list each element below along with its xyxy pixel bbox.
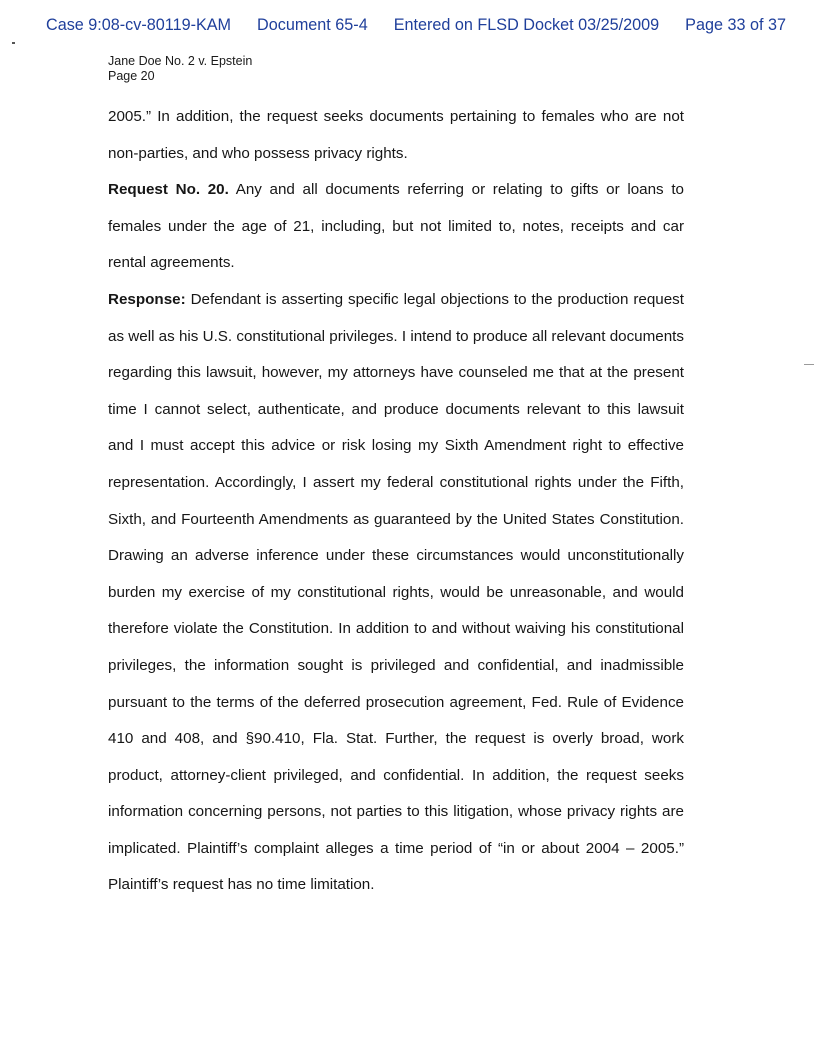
scan-speck [12, 42, 15, 44]
document-body [108, 99, 684, 904]
case-caption: Jane Doe No. 2 v. Epstein [108, 54, 253, 68]
response-paragraph [108, 282, 684, 904]
margin-mark [804, 364, 814, 365]
response-label: Response: [108, 290, 186, 308]
response-text: Defendant is asserting specific legal objections to the production request as well as his U.S. constitutional privileges. I intend to produce all relevant documents regarding this lawsuit, however, my attorneys have counseled me that at the present time I cannot select, authenticate, and produce documents relevant to this lawsuit and I must accept this advice or risk losing my Sixth Amendment right to effective representation. Accordingly, I assert my federal constitutional rights under the Fifth, Sixth, and Fourteenth Amendments as guaranteed by the United States Constitution. Drawing an adverse inference under these circumstances would unconstitutionally burden my exercise of my constitutional rights, would be unreasonable, and would therefore violate the Constitution. In addition to and without waiving his constitutional privileges, the information sought is privileged and confidential, and inadmissible pursuant to the terms of the deferred prosecution agreement, Fed. Rule of Evidence 410 and 408, and §90.410, Fla. Stat. Further, the request is overly broad, work product, attorney-client privileged, and confidential. In addition, the request seeks information concerning persons, not parties to this litigation, whose privacy rights are implicated. Plaintiff’s complaint alleges a time period of “in or about 2004 – 2005.” Plaintiff’s request has no time limitation. [108, 290, 684, 894]
case-number: Case 9:08-cv-80119-KAM [46, 16, 232, 34]
request-text: Any and all documents referring or relating to gifts or loans to females under the age of 21, including, but not limited to, notes, receipts and car rental agreements. [108, 181, 684, 272]
request-paragraph [108, 172, 684, 282]
court-filing-header [46, 16, 786, 35]
document-number: Document 65-4 [257, 16, 368, 34]
page-count: Page 33 of 37 [685, 16, 786, 34]
document-running-header [108, 54, 252, 84]
intro-paragraph: 2005.” In addition, the request seeks documents pertaining to females who are not non-parties, and who possess privacy rights. [108, 108, 684, 162]
docket-entry: Entered on FLSD Docket 03/25/2009 [393, 16, 660, 34]
page-label: Page 20 [108, 69, 155, 83]
request-label: Request No. 20. [108, 181, 229, 199]
